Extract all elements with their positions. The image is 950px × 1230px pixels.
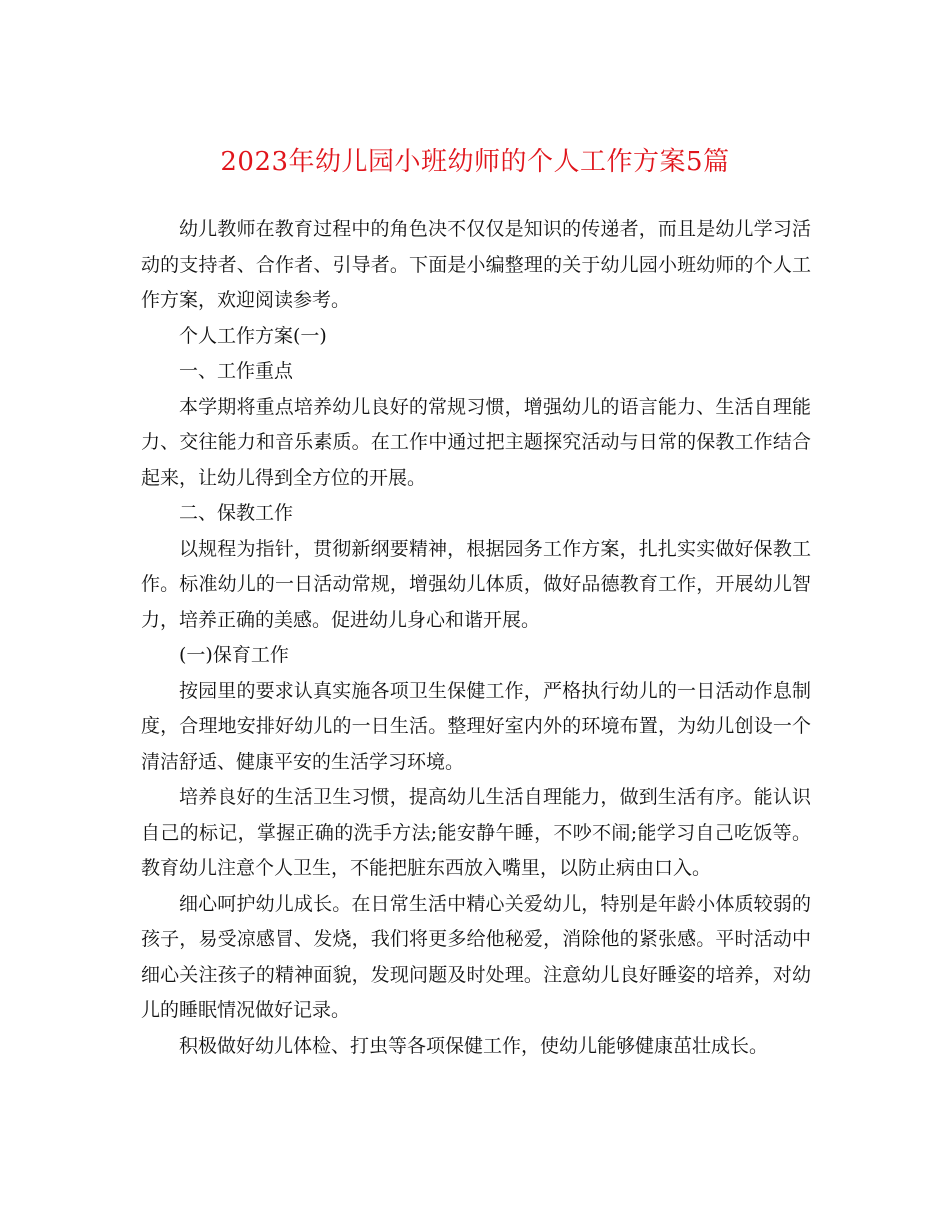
section-heading-plan-one: 个人工作方案(一) bbox=[179, 324, 327, 347]
work-focus-paragraph: 本学期将重点培养幼儿良好的常规习惯，增强幼儿的语言能力、生活自理能力、交往能力和音乐素质。在工作中通过把主题探究活动与日常的保教工作结合起来，让幼儿得到全方位的开展。 bbox=[141, 395, 811, 489]
health-check-paragraph: 积极做好幼儿体检、打虫等各项保健工作，使幼儿能够健康茁壮成长。 bbox=[179, 1034, 769, 1057]
habits-paragraph: 培养良好的生活卫生习惯，提高幼儿生活自理能力，做到生活有序。能认识自己的标记，掌握正确的洗手方法;能安静午睡，不吵不闹;能学习自己吃饭等。教育幼儿注意个人卫生，不能把脏东西放入嘴里，以防止病由口入。 bbox=[141, 786, 811, 879]
section-heading-work-focus: 一、工作重点 bbox=[179, 360, 294, 382]
childcare-paragraph: 按园里的要求认真实施各项卫生保健工作，严格执行幼儿的一日活动作息制度，合理地安排好幼儿的一日生活。整理好室内外的环境布置，为幼儿创设一个清洁舒适、健康平安的生活学习环境。 bbox=[141, 679, 811, 773]
section-heading-care-education: 二、保教工作 bbox=[179, 502, 294, 524]
document-body bbox=[141, 212, 811, 1064]
care-education-paragraph: 以规程为指针，贯彻新纲要精神，根据园务工作方案，扎扎实实做好保教工作。标准幼儿的一日活动常规，增强幼儿体质，做好品德教育工作，开展幼儿智力，培养正确的美感。促进幼儿身心和谐开展。 bbox=[141, 537, 811, 631]
care-growth-paragraph: 细心呵护幼儿成长。在日常生活中精心关爱幼儿，特别是年龄小体质较弱的孩子，易受凉感冒、发烧，我们将更多给他秘爱，消除他的紧张感。平时活动中细心关注孩子的精神面貌，发现问题及时处理。注意幼儿良好睡姿的培养，对幼儿的睡眠情况做好记录。 bbox=[141, 892, 811, 1021]
document-title: 2023年幼儿园小班幼师的个人工作方案5篇 bbox=[220, 147, 730, 177]
intro-paragraph: 幼儿教师在教育过程中的角色决不仅仅是知识的传递者，而且是幼儿学习活动的支持者、合作者、引导者。下面是小编整理的关于幼儿园小班幼师的个人工作方案，欢迎阅读参考。 bbox=[141, 218, 811, 311]
section-heading-childcare: (一)保育工作 bbox=[179, 644, 289, 666]
